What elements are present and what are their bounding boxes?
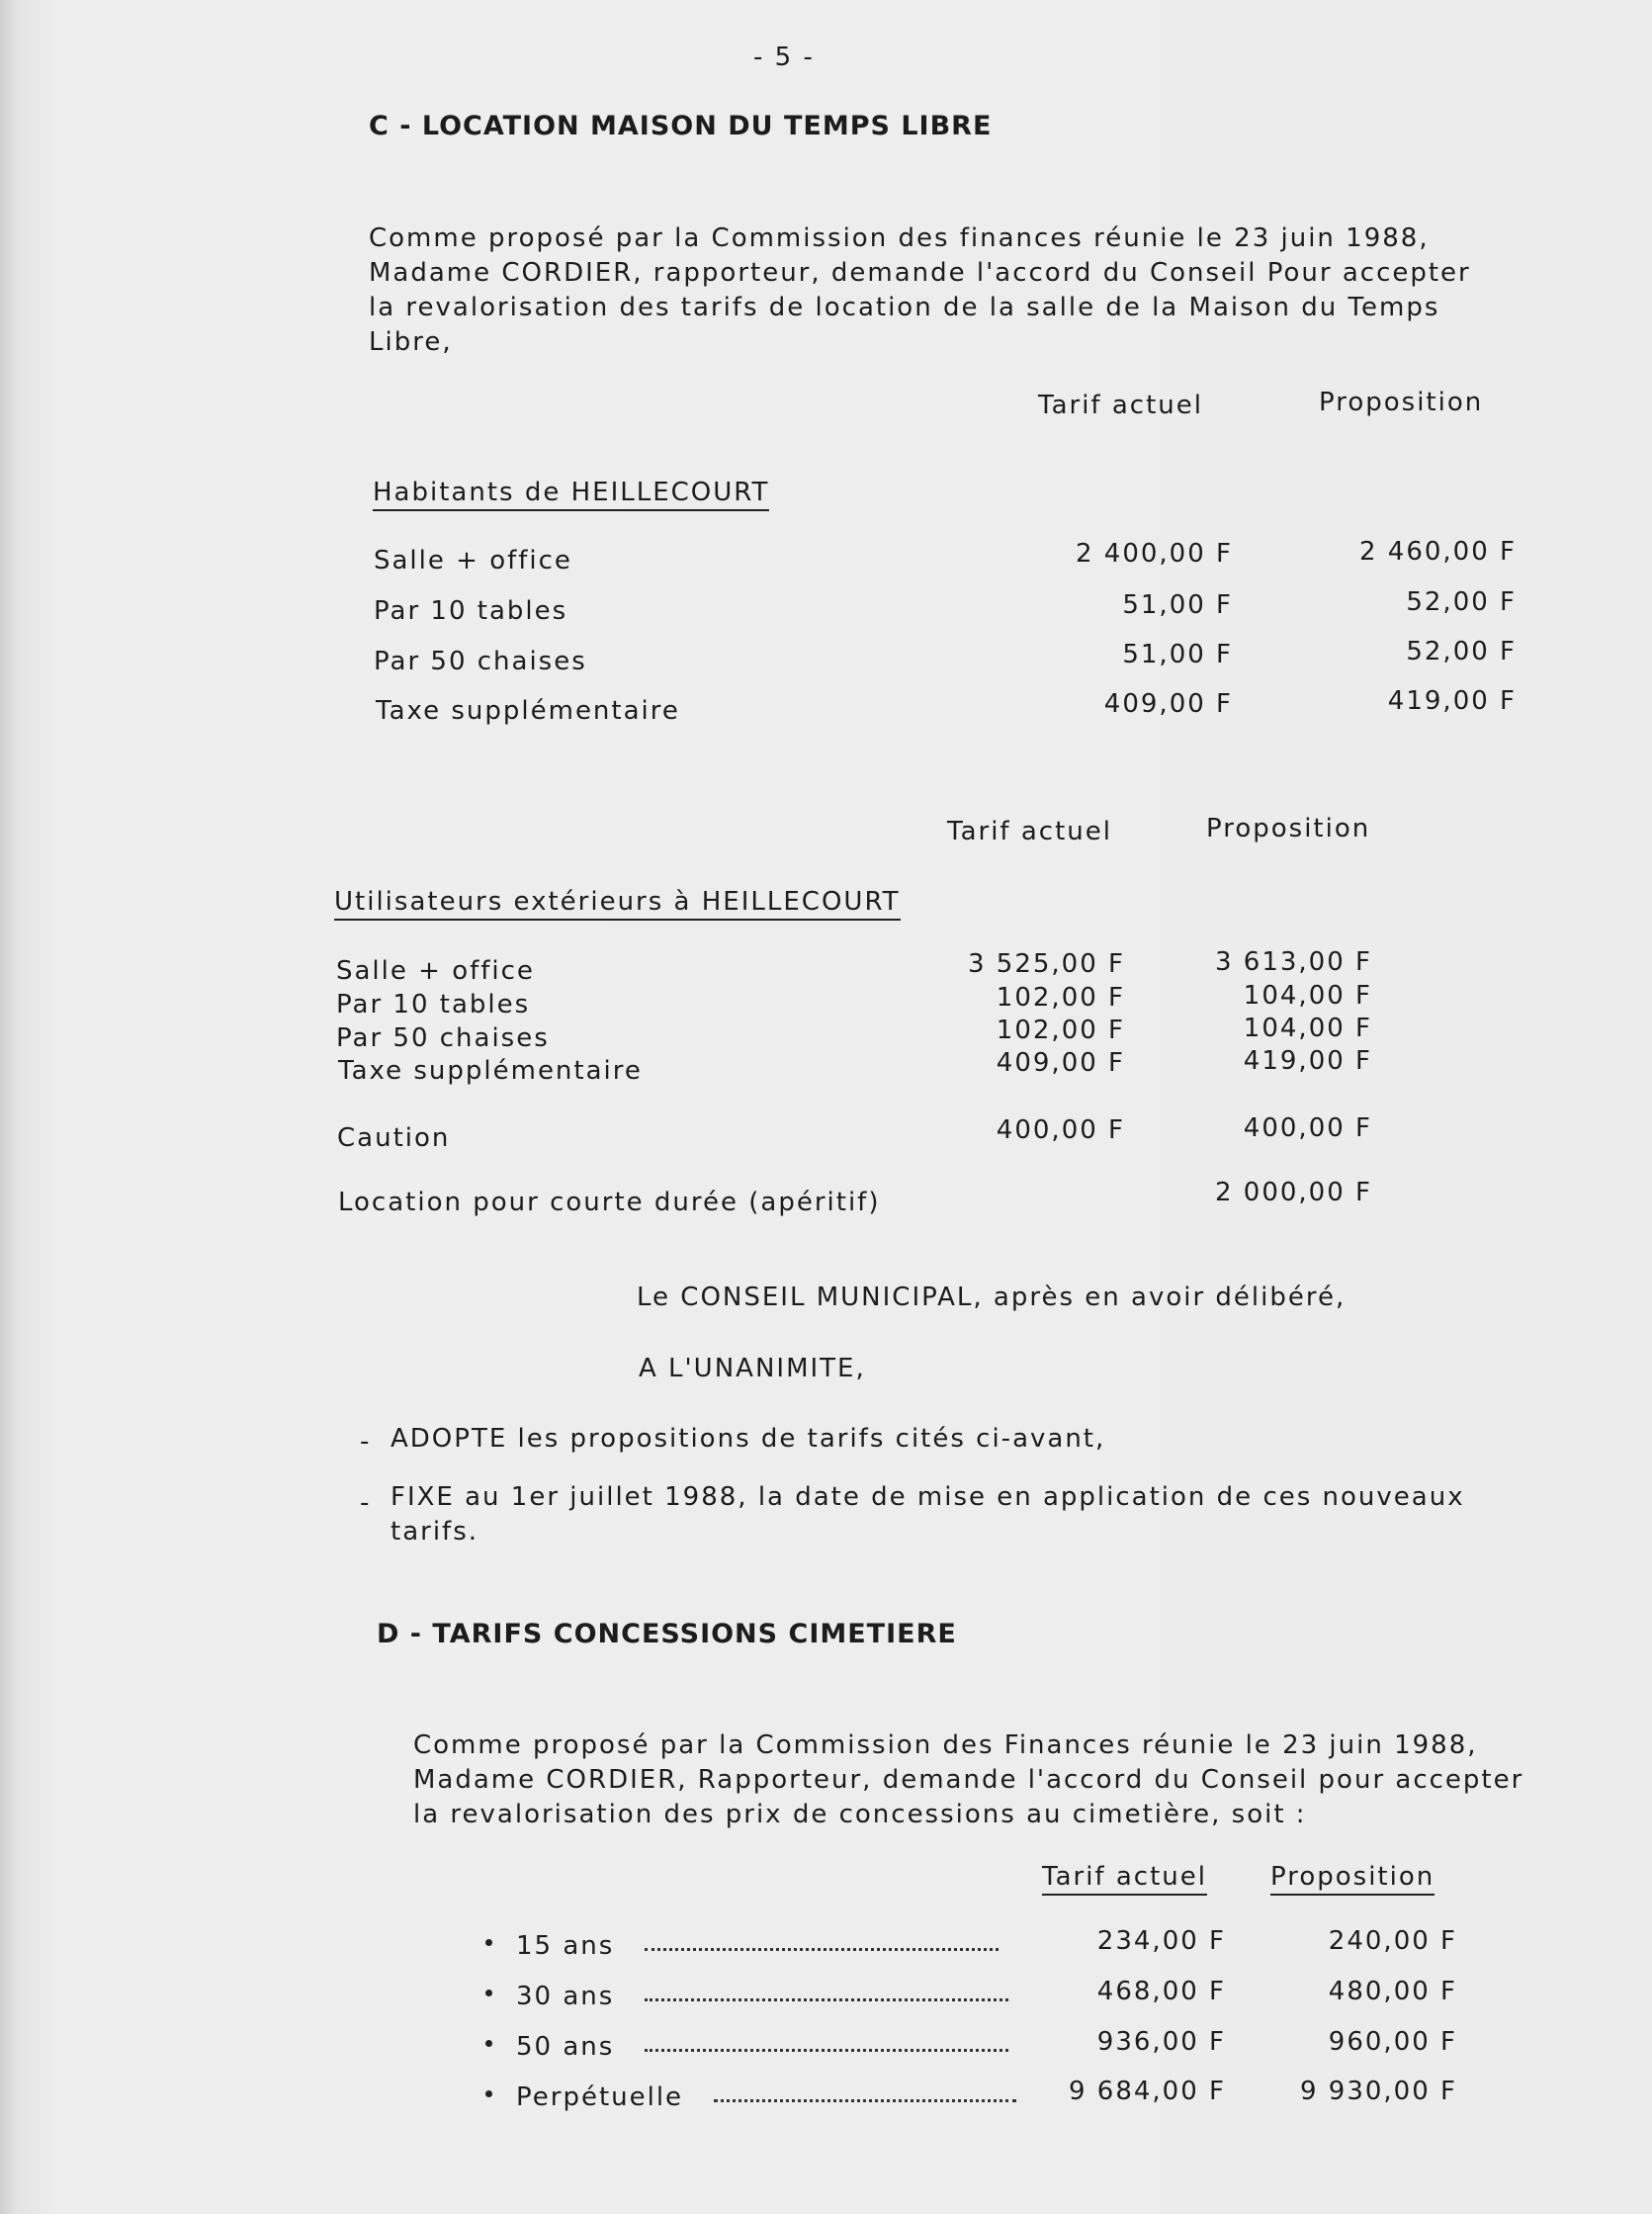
- cimetiere-row-current: 234,00 F: [1096, 1926, 1226, 1956]
- habitants-row-current: 409,00 F: [1103, 689, 1233, 719]
- cimetiere-row-label: Perpétuelle: [516, 2082, 684, 2112]
- leader-dots: [645, 2049, 1008, 2052]
- cimetiere-col-proposed: Proposition: [1270, 1862, 1435, 1896]
- caution-proposed: 400,00 F: [1243, 1113, 1372, 1143]
- section-d-title: D - TARIFS CONCESSIONS CIMETIERE: [377, 1619, 957, 1649]
- exterieurs-row-current: 102,00 F: [996, 1016, 1125, 1045]
- habitants-col-proposed: Proposition: [1319, 388, 1484, 417]
- dash-bullet: -: [360, 1488, 372, 1518]
- cimetiere-col-current: Tarif actuel: [1042, 1862, 1207, 1896]
- exterieurs-heading: Utilisateurs extérieurs à HEILLECOURT: [334, 887, 901, 921]
- exterieurs-row-proposed: 3 613,00 F: [1214, 947, 1372, 977]
- exterieurs-row-label: Par 10 tables: [336, 990, 531, 1019]
- bullet-icon: [485, 1939, 492, 1946]
- exterieurs-row-current: 409,00 F: [996, 1048, 1125, 1078]
- cimetiere-row-proposed: 480,00 F: [1328, 1977, 1457, 2006]
- habitants-row-proposed: 52,00 F: [1406, 637, 1517, 666]
- exterieurs-row-current: 102,00 F: [996, 983, 1125, 1013]
- section-c-intro: Comme proposé par la Commission des finances réunie le 23 juin 1988, Madame CORDIER, rapporteur, demande l'accord du Conseil Pour accepter la revalorisation des tarifs de location de la salle de la Maison du Temps Libre,: [369, 223, 1471, 357]
- vote-result: A L'UNANIMITE,: [639, 1354, 866, 1383]
- section-c-title: C - LOCATION MAISON DU TEMPS LIBRE: [369, 111, 993, 141]
- leader-dots: [645, 1948, 999, 1951]
- cimetiere-row-label: 15 ans: [516, 1931, 615, 1961]
- leader-dots: [714, 2099, 1016, 2102]
- cimetiere-row-current: 936,00 F: [1096, 2027, 1226, 2057]
- cimetiere-row-proposed: 240,00 F: [1328, 1926, 1457, 1956]
- leader-dots: [645, 1998, 1008, 2001]
- exterieurs-row-proposed: 104,00 F: [1243, 1014, 1372, 1043]
- exterieurs-row-label: Par 50 chaises: [336, 1023, 550, 1053]
- section-d-intro: Comme proposé par la Commission des Finances réunie le 23 juin 1988, Madame CORDIER, Rapporteur, demande l'accord du Conseil pour accepter la revalorisation des prix de concessions au cimetière, soit :: [413, 1730, 1524, 1829]
- cimetiere-row-proposed: 960,00 F: [1328, 2027, 1457, 2057]
- page-number: - 5 -: [753, 43, 815, 72]
- short-rental-label: Location pour courte durée (apéritif): [338, 1188, 881, 1217]
- bullet-icon: [485, 1990, 492, 1996]
- exterieurs-row-label: Taxe supplémentaire: [338, 1056, 643, 1086]
- cimetiere-row-label: 50 ans: [516, 2032, 615, 2062]
- exterieurs-row-proposed: 104,00 F: [1243, 981, 1372, 1011]
- exterieurs-row-proposed: 419,00 F: [1243, 1046, 1372, 1076]
- habitants-row-label: Taxe supplémentaire: [376, 696, 680, 726]
- exterieurs-row-current: 3 525,00 F: [967, 949, 1125, 979]
- short-rental-proposed: 2 000,00 F: [1214, 1178, 1372, 1207]
- cimetiere-row-current: 468,00 F: [1096, 1977, 1226, 2006]
- habitants-row-current: 51,00 F: [1122, 640, 1233, 669]
- habitants-row-proposed: 52,00 F: [1406, 587, 1517, 617]
- habitants-row-label: Par 10 tables: [374, 596, 568, 626]
- habitants-col-current: Tarif actuel: [1038, 391, 1203, 420]
- caution-label: Caution: [337, 1123, 451, 1153]
- cimetiere-row-label: 30 ans: [516, 1982, 615, 2011]
- bullet-icon: [485, 2090, 492, 2097]
- cimetiere-row-current: 9 684,00 F: [1068, 2077, 1226, 2106]
- habitants-row-label: Salle + office: [374, 546, 572, 576]
- habitants-row-current: 2 400,00 F: [1075, 539, 1233, 569]
- habitants-row-proposed: 2 460,00 F: [1358, 537, 1517, 567]
- habitants-row-proposed: 419,00 F: [1387, 686, 1517, 716]
- exterieurs-col-current: Tarif actuel: [947, 817, 1112, 846]
- habitants-row-current: 51,00 F: [1122, 590, 1233, 620]
- exterieurs-row-label: Salle + office: [336, 956, 535, 986]
- exterieurs-col-proposed: Proposition: [1206, 814, 1371, 843]
- habitants-heading: Habitants de HEILLECOURT: [373, 478, 769, 511]
- decision-item: FIXE au 1er juillet 1988, la date de mise en application de ces nouveaux tarifs.: [391, 1482, 1465, 1547]
- decision-item: ADOPTE les propositions de tarifs cités ci-avant,: [391, 1424, 1106, 1454]
- council-statement: Le CONSEIL MUNICIPAL, après en avoir délibéré,: [637, 1283, 1347, 1312]
- caution-current: 400,00 F: [996, 1115, 1125, 1145]
- dash-bullet: -: [360, 1427, 372, 1457]
- cimetiere-row-proposed: 9 930,00 F: [1299, 2077, 1457, 2106]
- bullet-icon: [485, 2040, 492, 2047]
- habitants-row-label: Par 50 chaises: [374, 647, 587, 676]
